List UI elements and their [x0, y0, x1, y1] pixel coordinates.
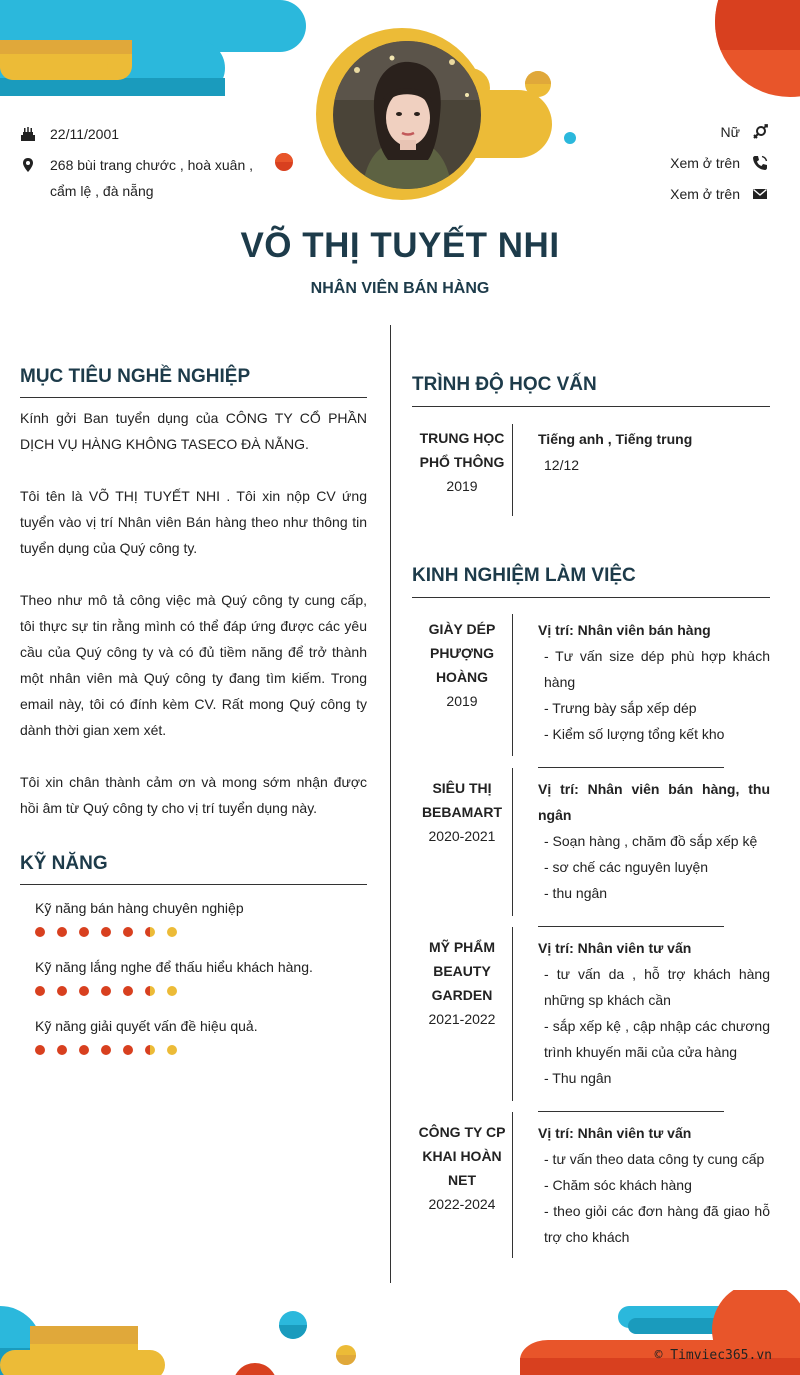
school-year: 2019 — [446, 478, 478, 494]
rating-dot — [79, 986, 89, 996]
experience-underline — [412, 597, 770, 598]
job-task: - tư vấn theo data công ty cung cấp — [544, 1151, 765, 1167]
rating-dot — [35, 986, 45, 996]
job-task: - Chăm sóc khách hàng — [544, 1177, 692, 1193]
job-company: GIÀY DÉP PHƯỢNG HOÀNG — [428, 621, 496, 685]
job-year: 2019 — [446, 693, 478, 709]
rating-dot — [123, 927, 133, 937]
job-task: - Thu ngân — [544, 1070, 612, 1086]
education-subject: Tiếng anh , Tiếng trung — [538, 431, 693, 447]
candidate-name: VÕ THỊ TUYẾT NHI — [240, 226, 560, 265]
address: 268 bùi trang chước , hoà xuân , cẩm lệ , đà nẵng — [50, 157, 254, 199]
birthday: 22/11/2001 — [50, 126, 120, 142]
rating-dot — [35, 1045, 45, 1055]
skill-label: Kỹ năng lắng nghe để thấu hiểu khách hàng. — [35, 959, 313, 975]
job-separator — [538, 767, 724, 768]
address-row — [20, 152, 260, 204]
email-row — [670, 186, 768, 202]
job-year: 2022-2024 — [428, 1196, 496, 1212]
job-separator — [538, 926, 724, 927]
job-task: - sắp xếp kệ , cập nhập các chương trình khuyến mãi của cửa hàng — [544, 1018, 770, 1060]
phone-row — [670, 155, 768, 171]
rating-dot — [167, 927, 177, 937]
mail-icon — [752, 186, 768, 202]
education-divider — [512, 424, 513, 516]
education-underline — [412, 406, 770, 407]
job-company: CÔNG TY CP KHAI HOÀN NET — [418, 1124, 506, 1188]
job-role: Vị trí: Nhân viên tư vấn — [538, 1125, 692, 1141]
objective-underline — [20, 397, 367, 398]
rating-dot — [123, 1045, 133, 1055]
job-company: SIÊU THỊ BEBAMART — [421, 780, 503, 820]
job-task: - Tư vấn size dép phù hợp khách hàng — [544, 648, 770, 690]
job-company: MỸ PHẨM BEAUTY GARDEN — [428, 939, 496, 1003]
rating-dot — [145, 986, 155, 996]
objective-paragraph-1: Kính gởi Ban tuyển dụng của CÔNG TY CỔ PHẦN DỊCH VỤ HÀNG KHÔNG TASECO ĐÀ NẴNG. — [20, 410, 367, 452]
experience-heading: KINH NGHIỆM LÀM VIỆC — [412, 565, 636, 586]
job-task: - tư vấn da , hỗ trợ khách hàng những sp khách cần — [544, 966, 770, 1008]
rating-dot — [35, 927, 45, 937]
job-task: - sơ chế các nguyên luyện — [544, 859, 709, 875]
decor-bottom-red-dot — [225, 1360, 285, 1375]
cake-icon — [20, 126, 36, 142]
job-divider — [512, 614, 513, 756]
job-task: - Kiểm số lượng tổng kết kho — [544, 726, 725, 742]
job-year: 2020-2021 — [428, 828, 496, 844]
education-heading: TRÌNH ĐỘ HỌC VẤN — [412, 374, 597, 395]
job-org-block — [412, 1120, 512, 1216]
objective-heading: MỤC TIÊU NGHỀ NGHIỆP — [20, 366, 251, 387]
rating-dot — [57, 986, 67, 996]
decor-top-left — [0, 0, 310, 100]
skill-rating — [35, 1045, 177, 1055]
location-icon — [20, 157, 36, 173]
job-divider — [512, 927, 513, 1101]
rating-dot — [79, 927, 89, 937]
skill-label: Kỹ năng giải quyết vấn đề hiệu quả. — [35, 1018, 258, 1034]
school-name: TRUNG HỌC PHỔ THÔNG — [419, 430, 505, 470]
education-grade: 12/12 — [544, 457, 580, 473]
rating-dot — [167, 1045, 177, 1055]
job-task: - Soạn hàng , chăm đồ sắp xếp kệ — [544, 833, 758, 849]
job-task: - theo giỏi các đơn hàng đã giao hỗ trợ cho khách — [544, 1203, 770, 1245]
job-task: - Trưng bày sắp xếp dép — [544, 700, 697, 716]
job-title: NHÂN VIÊN BÁN HÀNG — [310, 280, 490, 297]
education-school — [412, 426, 512, 498]
job-org-block — [412, 776, 512, 848]
birthday-row — [20, 121, 119, 147]
decor-bottom-left — [0, 1290, 180, 1375]
gender: Nữ — [720, 124, 740, 140]
rating-dot — [101, 927, 111, 937]
skills-underline — [20, 884, 367, 885]
avatar — [332, 40, 482, 190]
gender-row — [721, 124, 768, 140]
rating-dot — [101, 986, 111, 996]
job-detail — [538, 1120, 770, 1250]
skill-rating — [35, 927, 177, 937]
job-role: Vị trí: Nhân viên tư vấn — [538, 940, 692, 956]
job-detail — [538, 935, 770, 1091]
job-year: 2021-2022 — [428, 1011, 496, 1027]
job-detail — [538, 617, 770, 747]
job-role: Vị trí: Nhân viên bán hàng — [538, 622, 711, 638]
job-divider — [512, 768, 513, 916]
job-divider — [512, 1112, 513, 1258]
job-separator — [538, 1111, 724, 1112]
objective-paragraph-2: Tôi tên là VÕ THỊ TUYẾT NHI . Tôi xin nộp CV ứng tuyển vào vị trí Nhân viên Bán hàng theo như thông tin tuyển dụng của Quý công ty. — [20, 488, 367, 556]
objective-paragraph-3: Theo như mô tả công việc mà Quý công ty cung cấp, tôi thực sự tin rằng mình có thể đáp ứng được các yêu cầu của Quý công ty và có đủ tiềm năng để trở thành một nhân viên mà Quý công ty đang tìm kiếm. Trong email này, tôi có đính kèm CV. Rất mong Quý công ty dành thời gian xem xét. — [20, 592, 367, 738]
phone: Xem ở trên — [670, 155, 740, 171]
copyright: © Timviec365.vn — [654, 1348, 772, 1363]
rating-dot — [123, 986, 133, 996]
email: Xem ở trên — [670, 186, 740, 202]
job-org-block — [412, 935, 512, 1031]
gender-icon — [752, 124, 768, 140]
rating-dot — [101, 1045, 111, 1055]
rating-dot — [167, 986, 177, 996]
objective-paragraph-4: Tôi xin chân thành cảm ơn và mong sớm nhận được hồi âm từ Quý công ty cho vị trí tuyển dụng này. — [20, 774, 367, 816]
rating-dot — [57, 1045, 67, 1055]
skill-rating — [35, 986, 177, 996]
education-detail — [538, 426, 770, 478]
job-task: - thu ngân — [544, 885, 608, 901]
job-org-block — [412, 617, 512, 713]
rating-dot — [145, 927, 155, 937]
job-detail — [538, 776, 770, 906]
job-role: Vị trí: Nhân viên bán hàng, thu ngân — [538, 781, 770, 823]
skills-heading: KỸ NĂNG — [20, 853, 108, 874]
skill-label: Kỹ năng bán hàng chuyên nghiệp — [35, 900, 244, 916]
decor-top-right — [660, 0, 800, 100]
rating-dot — [79, 1045, 89, 1055]
rating-dot — [145, 1045, 155, 1055]
rating-dot — [57, 927, 67, 937]
decor-bottom-middle — [275, 1305, 365, 1375]
phone-icon — [752, 155, 768, 171]
column-divider — [390, 325, 391, 1283]
